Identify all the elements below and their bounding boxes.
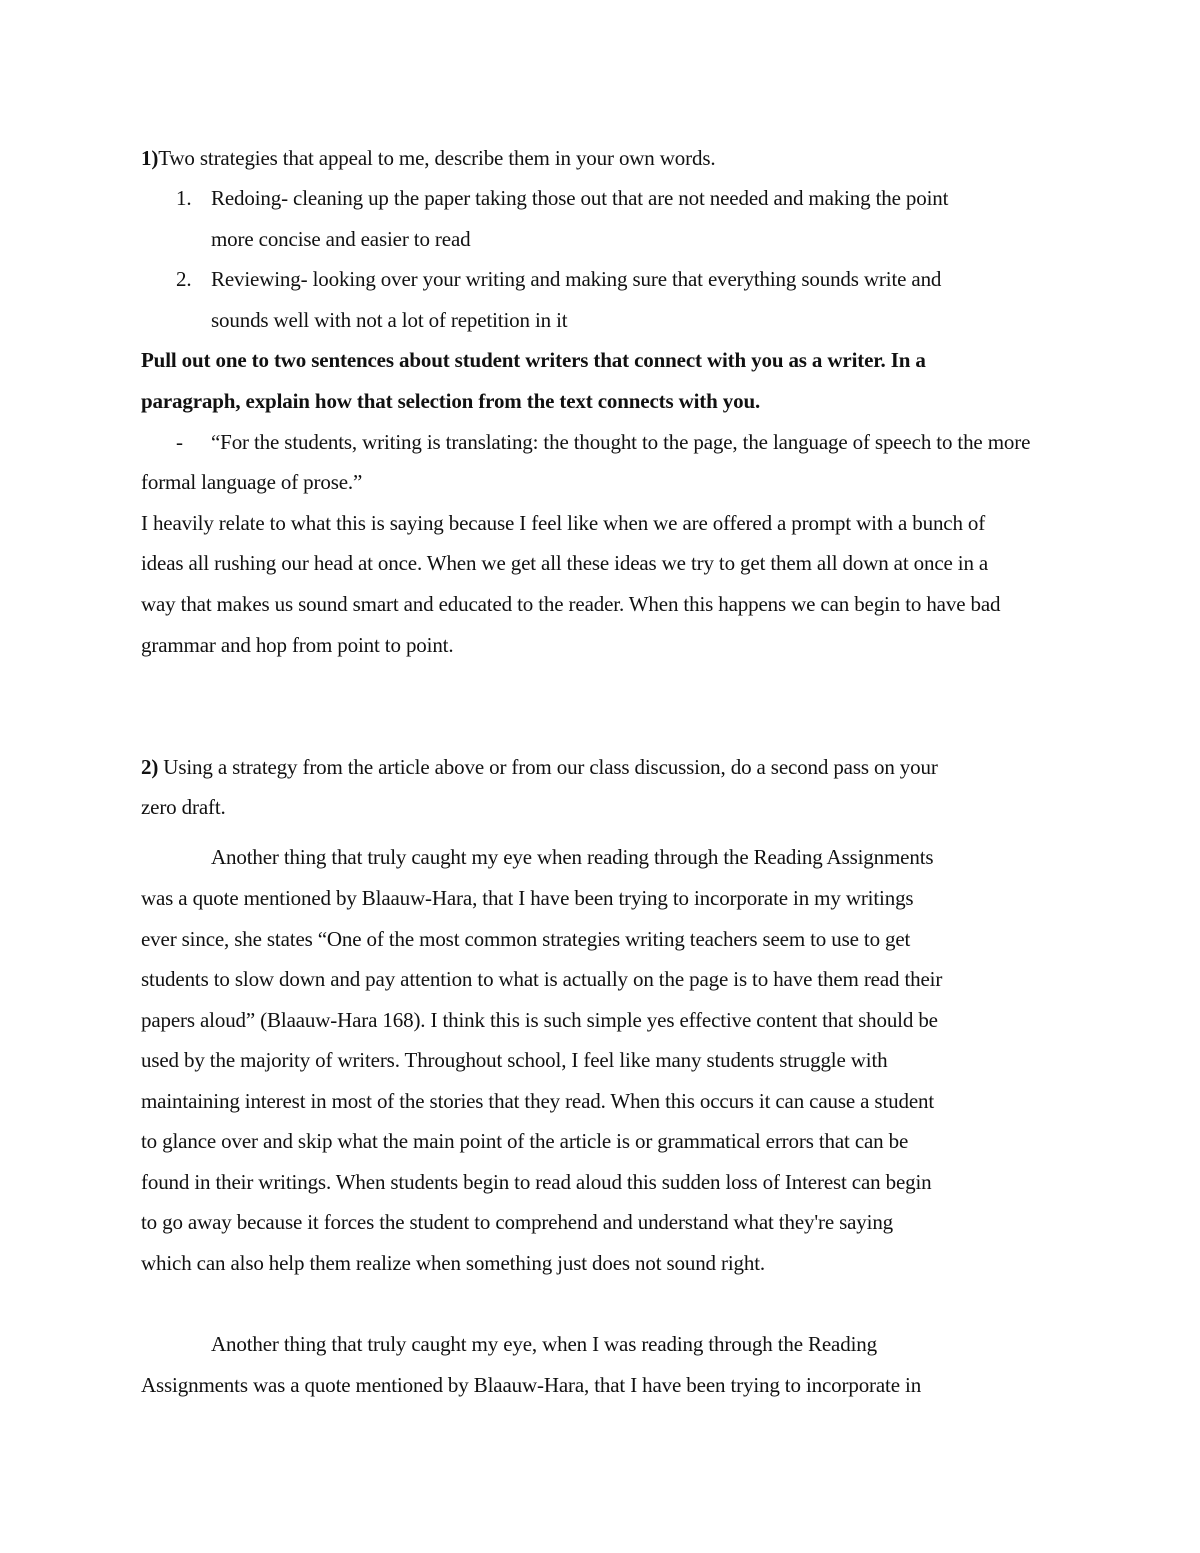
essay-paragraph-1-line-5: papers aloud” (Blaauw-Hara 168). I think this is such simple yes effective content that should be: [141, 1008, 938, 1032]
list-item-2-line-1: Reviewing- looking over your writing and making sure that everything sounds write and: [211, 267, 942, 291]
essay-paragraph-1-line-1: Another thing that truly caught my eye when reading through the Reading Assignments: [211, 845, 934, 869]
essay-paragraph-1-line-10: to go away because it forces the student to comprehend and understand what they're saying: [141, 1210, 894, 1234]
list-item-1-line-1: Redoing- cleaning up the paper taking those out that are not needed and making the point: [211, 186, 949, 210]
list-marker-2: 2.: [176, 267, 192, 291]
list-marker-1: 1.: [176, 186, 192, 210]
response-line-1: I heavily relate to what this is saying because I feel like when we are offered a prompt with a bunch of: [141, 511, 986, 535]
response-line-3: way that makes us sound smart and educated to the reader. When this happens we can begin to have bad: [141, 592, 1001, 616]
q2-prompt-line-2: zero draft.: [141, 795, 226, 819]
response-line-2: ideas all rushing our head at once. When we get all these ideas we try to get them all down at once in a: [141, 551, 989, 575]
bold-prompt-line-2: paragraph, explain how that selection from the text connects with you.: [141, 389, 761, 413]
essay-paragraph-1-line-8: to glance over and skip what the main point of the article is or grammatical errors that can be: [141, 1129, 909, 1153]
q2-prompt: Using a strategy from the article above or from our class discussion, do a second pass on your: [158, 755, 938, 779]
list-item-1-line-2: more concise and easier to read: [211, 227, 471, 251]
q2-prompt-line-1: [141, 754, 938, 780]
essay-paragraph-1-line-2: was a quote mentioned by Blaauw-Hara, that I have been trying to incorporate in my writings: [141, 886, 914, 910]
essay-paragraph-1-line-7: maintaining interest in most of the stories that they read. When this occurs it can cause a student: [141, 1089, 935, 1113]
essay-paragraph-2-line-1: Another thing that truly caught my eye, when I was reading through the Reading: [211, 1332, 877, 1356]
q2-number: 2): [141, 755, 159, 779]
q1-number: 1): [141, 146, 159, 170]
q1-prompt-line: [141, 145, 715, 171]
quote-marker: -: [176, 430, 183, 454]
bold-prompt-line-1: Pull out one to two sentences about student writers that connect with you as a writer. In a: [141, 348, 926, 372]
essay-paragraph-1-line-6: used by the majority of writers. Throughout school, I feel like many students struggle with: [141, 1048, 888, 1072]
essay-paragraph-2-line-2: Assignments was a quote mentioned by Blaauw-Hara, that I have been trying to incorporate in: [141, 1373, 922, 1397]
quote-line-1: “For the students, writing is translating: the thought to the page, the language of speech to the more: [211, 430, 1031, 454]
response-line-4: grammar and hop from point to point.: [141, 633, 454, 657]
q1-prompt: Two strategies that appeal to me, describe them in your own words.: [158, 146, 716, 170]
essay-paragraph-1-line-3: ever since, she states “One of the most common strategies writing teachers seem to use to get: [141, 927, 911, 951]
essay-paragraph-1-line-9: found in their writings. When students begin to read aloud this sudden loss of Interest can begin: [141, 1170, 932, 1194]
quote-line-2: formal language of prose.”: [141, 470, 363, 494]
essay-paragraph-1-line-11: which can also help them realize when something just does not sound right.: [141, 1251, 766, 1275]
essay-paragraph-1-line-4: students to slow down and pay attention to what is actually on the page is to have them read their: [141, 967, 943, 991]
list-item-2-line-2: sounds well with not a lot of repetition in it: [211, 308, 568, 332]
